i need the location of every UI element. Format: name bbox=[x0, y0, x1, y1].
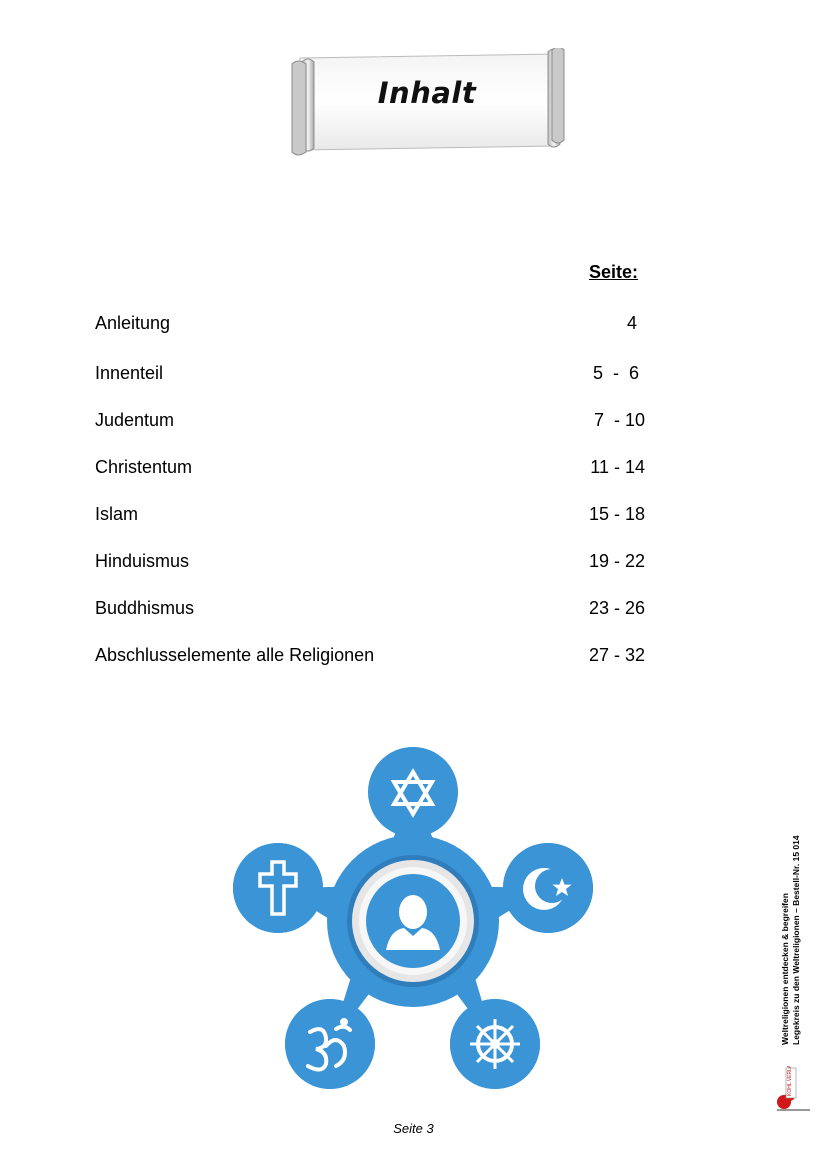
title-scroll bbox=[288, 48, 566, 156]
toc-entry-pages: 23 - 26 bbox=[588, 598, 645, 618]
toc-row bbox=[95, 363, 655, 387]
publisher-logo bbox=[774, 1066, 814, 1114]
toc-entry-pages: 15 - 18 bbox=[588, 504, 645, 524]
toc-entry-label: Abschlusselemente alle Religionen bbox=[95, 645, 375, 665]
toc-row bbox=[95, 410, 655, 434]
toc-row bbox=[95, 551, 655, 575]
page-number: Seite 3 bbox=[393, 1121, 434, 1136]
toc-entry-pages: 27 - 32 bbox=[588, 645, 645, 665]
page-title: Inhalt bbox=[377, 76, 477, 110]
toc-entry-label: Anleitung bbox=[95, 313, 171, 333]
toc-row bbox=[95, 313, 655, 337]
religions-graphic bbox=[232, 746, 595, 1098]
toc-entry-label: Innenteil bbox=[95, 363, 164, 383]
toc-entry-pages: 4 bbox=[626, 313, 637, 333]
publisher-info bbox=[780, 775, 802, 1045]
toc-entry-label: Hinduismus bbox=[95, 551, 190, 571]
toc-entry-pages: 11 - 14 bbox=[590, 457, 645, 477]
toc-entry-pages: 19 - 22 bbox=[588, 551, 645, 571]
toc-entry-label: Christentum bbox=[95, 457, 193, 477]
toc-entry-label: Buddhismus bbox=[95, 598, 195, 618]
toc-entry-pages: 5 - 6 bbox=[592, 363, 639, 383]
toc-entry-label: Islam bbox=[95, 504, 139, 524]
toc-entry-label: Judentum bbox=[95, 410, 175, 430]
toc-row bbox=[95, 598, 655, 622]
product-title: Weltreligionen entdecken & begreifen bbox=[780, 893, 790, 1045]
toc-entry-pages: 7 - 10 bbox=[593, 410, 645, 430]
toc-row bbox=[95, 645, 655, 669]
logo-text: KOHL VERLAG bbox=[787, 1066, 793, 1096]
product-subtitle: Legekreis zu den Weltreligionen – Bestell-Nr. 15 014 bbox=[791, 835, 801, 1045]
toc-row bbox=[95, 504, 655, 528]
kohl-verlag-logo-icon bbox=[774, 1066, 814, 1114]
toc-page-header: Seite: bbox=[589, 262, 639, 282]
religions-star-graphic bbox=[232, 746, 595, 1098]
dharma-wheel-icon bbox=[470, 1019, 520, 1069]
toc-row bbox=[95, 457, 655, 481]
